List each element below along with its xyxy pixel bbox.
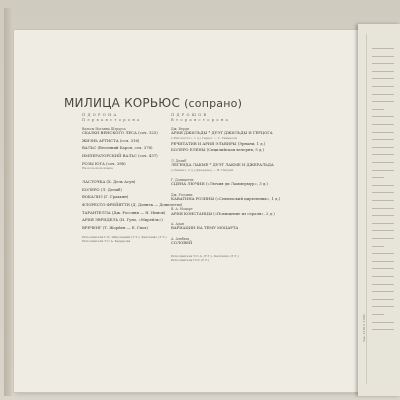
flap-catalog: Зак. 1179 Т. 1000 <box>362 314 366 342</box>
flap-text-line <box>372 71 394 72</box>
flap-text-line <box>372 185 394 186</box>
flap-text-line <box>372 56 394 57</box>
side-one-label: П е р в а я с т о р о н а <box>82 118 140 122</box>
track-item: РОЗЫ ЮГА (соч. 388) <box>82 160 126 166</box>
flap-text-line <box>372 63 394 64</box>
flap-text-line <box>372 200 394 201</box>
track-item: РЕЧИТАТИВ И АРИЯ ЭЛЬВИРЫ (Эрнани, 1 д.) <box>171 140 266 146</box>
flap-text-line <box>372 322 394 323</box>
flap-text-line <box>372 268 394 269</box>
track-item: СЦЕНА ЛЮЧИИ («Лючия ди Ламмермур», 3 д.) <box>171 180 268 186</box>
flap-text-line <box>372 101 394 102</box>
composer-name: Дж. Россини <box>171 192 193 197</box>
track-item: ЛЕГЕНДА ЛАКМЕ * ДУЭТ ЛАКМЕ И ДЖЕРАЛЬДА <box>171 162 274 168</box>
flap-text-line <box>372 192 394 193</box>
flap-text-line <box>372 223 394 224</box>
flap-text-line <box>372 306 394 307</box>
track-item: СКАЗКИ ВЕНСКОГО ЛЕСА (соч. 325) <box>82 130 158 136</box>
flap-text-line <box>372 94 394 95</box>
track-item: ВАРИАЦИИ НА ТЕМУ МОЦАРТА <box>171 225 239 231</box>
track-item: ТАРАНТЕЛЛА (Дж. Россини — Н. Нинов) <box>82 209 166 215</box>
track-item: ИМПЕРАТОРСКИЙ ВАЛЬС (соч. 437) <box>82 152 158 158</box>
track-item: БОЛЕРО (Л. Делиб) <box>82 186 122 192</box>
side-one-language-note: На польском языке <box>82 166 113 171</box>
page-edge <box>4 8 12 396</box>
flap-text-line <box>372 253 394 254</box>
track-item: ФЛОРЕСТО-ФРЕЙЯТТИ (Д. Доннек — Донизетти) <box>82 201 183 207</box>
flap-text-line <box>372 276 394 277</box>
composer-name: А. Адан <box>171 222 184 227</box>
composer-name: А. Алябьев <box>171 236 190 241</box>
page-title <box>64 96 364 110</box>
flap-text-line <box>372 299 394 300</box>
flap-text-line <box>372 246 384 247</box>
flap-text-line <box>372 291 394 292</box>
track-item: БОЛЕРО ЕЛЕНЫ (Сицилийская вечерня, 5 д.) <box>171 147 264 153</box>
track-item: АРИЯ ЭВРИДЕЛЬ (И. Гуно, «Мирейль») <box>82 217 163 223</box>
side-two-column <box>171 113 301 262</box>
track-item: ЖИЗНЬ АРТИСТА (соч. 316) <box>82 137 140 143</box>
side-one-code: П Д О Р О Н А <box>82 113 117 117</box>
track-item: ВОКАЛИЗ (Г. Гракьян) <box>82 194 129 200</box>
side-two-code: П Д Р О Ш О В <box>171 113 207 117</box>
flap-text-line <box>372 261 394 262</box>
flap-text-line <box>372 116 394 117</box>
artist-name: МИЛИЦА КОРЬЮС <box>64 96 181 110</box>
side-one-intro: Вальсы Иоганна Штрауса <box>82 127 126 131</box>
flap-text-line <box>372 132 394 133</box>
track-item: СОЛОВЕЙ <box>171 240 193 246</box>
credit-line: Исполнители Т.С.А. Кадырова <box>82 239 131 244</box>
track-item: ВРЕЧЕНГ (Т. Жорйен — Е. Гиох) <box>82 224 148 230</box>
composer-name: Дж. Верди <box>171 127 189 131</box>
flap-text-line <box>372 230 394 231</box>
flap-text-line <box>372 86 394 87</box>
flap-text-line <box>372 124 394 125</box>
track-note: («Риголетто», 1 д.) Герцог — Г. Гиннелли <box>171 135 238 140</box>
track-item: КАВАТИНА РОЗИНЫ («Севильский цирюльник», 1 д.) <box>171 195 281 201</box>
flap-text-line <box>372 147 394 148</box>
flap-text-line <box>372 139 394 140</box>
credit-line: Исполнители Т.С.А. (Т.Т.), Калгашко (Т.Т.) <box>171 253 239 258</box>
flap-text-line <box>372 329 394 330</box>
credit-line: Исполнители Г.К. Шмульцкий (Т.Т.), Калгашко (Т.Т.) <box>82 235 167 240</box>
flap-text-line <box>372 314 384 315</box>
flap-text-line <box>372 48 394 49</box>
flap-text-line <box>372 284 394 285</box>
voice-type: (сопрано) <box>184 97 243 110</box>
composer-name: Г. Доницетти <box>171 177 194 182</box>
flap-text-line <box>372 238 394 239</box>
side-two-credits <box>171 255 301 263</box>
flap-text-line <box>372 109 384 110</box>
track-item: АРИЯ КОНСТАНЦЫ («Похищение из сераля», 2 д.) <box>171 210 275 216</box>
track-item: ЛАСТОЧКА (Х. Дель Асун) <box>82 179 136 185</box>
track-item: ВАЛЬС (Весенний Барон, соч. 378) <box>82 145 153 151</box>
track-note: («Лакме», 2 д.) Джеральд — Н. Пигрей <box>171 167 234 172</box>
flap-text-line <box>372 154 394 155</box>
composer-name: Л. Делиб <box>171 158 187 163</box>
flap-text-line <box>372 162 394 163</box>
flap-text-line <box>372 170 394 171</box>
flap-text-line <box>372 78 394 79</box>
flap-text-line <box>372 215 394 216</box>
flap-text-line <box>372 177 384 178</box>
track-item: АРИЯ ДЖИЛЬДЫ * ДУЭТ ДЖИЛЬДЫ И ГЕРЦОГА <box>171 130 273 136</box>
side-two-label: В т о р а я с т о р о н а <box>171 118 229 122</box>
credit-line: Исполнители ГСС (Т.Т.) <box>171 257 210 262</box>
composer-name: В. А. Моцарт <box>171 207 193 212</box>
flap-text-line <box>372 208 394 209</box>
